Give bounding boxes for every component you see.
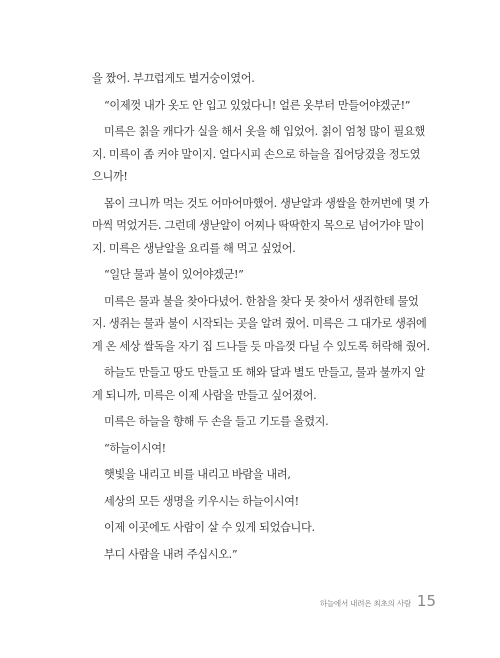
text-line: 으니까! xyxy=(92,170,128,183)
page-number: 15 xyxy=(416,592,436,610)
text-line: 미륵은 하늘을 향해 두 손을 들고 기도를 올렸지. xyxy=(104,415,329,428)
text-line: 이제 이곳에도 사람이 살 수 있게 되었습니다. xyxy=(104,521,315,534)
text-line: 을 짰어. 부끄럽게도 벌거숭이였어. xyxy=(92,72,255,85)
text-line: “하늘이시여! xyxy=(104,441,166,455)
text-line: 마씩 먹었거든. 그런데 생낟알이 어찌나 딱딱한지 목으로 넘어가야 말이 xyxy=(92,219,425,232)
text-line: 지. 미륵이 좀 커야 말이지. 얼다시피 손으로 하늘을 집어당겼을 정도였 xyxy=(92,147,421,161)
text-line: 미륵은 칡을 캐다가 실을 해서 옷을 해 입었어. 칡이 엄청 많이 필요했 xyxy=(104,125,425,138)
text-line: 햇빛을 내리고 비를 내리고 바람을 내려, xyxy=(104,468,291,481)
text-line: 부디 사람을 내려 주십시오.” xyxy=(104,547,238,561)
page-footer xyxy=(320,592,436,610)
text-line: 세상의 모든 생명을 키우시는 하늘이시여! xyxy=(104,494,299,508)
text-line: 하늘도 만들고 땅도 만들고 또 해와 달과 별도 만들고, 물과 불까지 알 xyxy=(104,366,425,379)
body-text xyxy=(92,68,430,566)
text-line: 지. 생쥐는 물과 불이 시작되는 곳을 알려 줬어. 미륵은 그 대가로 생쥐에 xyxy=(92,317,427,330)
text-line: 게 되니까, 미륵은 이제 사람을 만들고 싶어졌어. xyxy=(92,388,317,402)
text-line: “이제껏 내가 옷도 안 입고 있었다니! 얼른 옷부터 만들어야겠군!” xyxy=(104,98,411,112)
text-line: “일단 물과 불이 있어야겠군!” xyxy=(104,268,244,281)
text-line: 미륵은 물과 불을 찾아다녔어. 한참을 찾다 못 찾아서 생쥐한테 물었 xyxy=(104,294,419,308)
text-line: 게 온 세상 쌀독을 자기 집 드나들 듯 마음껏 다닐 수 있도록 허락해 줬어. xyxy=(92,339,430,353)
running-title: 하늘에서 내려온 최초의 사람 xyxy=(319,599,411,608)
text-line: 지. 미륵은 생낟알을 요리를 해 먹고 싶었어. xyxy=(92,241,296,255)
text-line: 몸이 크니까 먹는 것도 어마어마했어. 생낟알과 생쌀을 한꺼번에 몇 가 xyxy=(104,196,429,210)
